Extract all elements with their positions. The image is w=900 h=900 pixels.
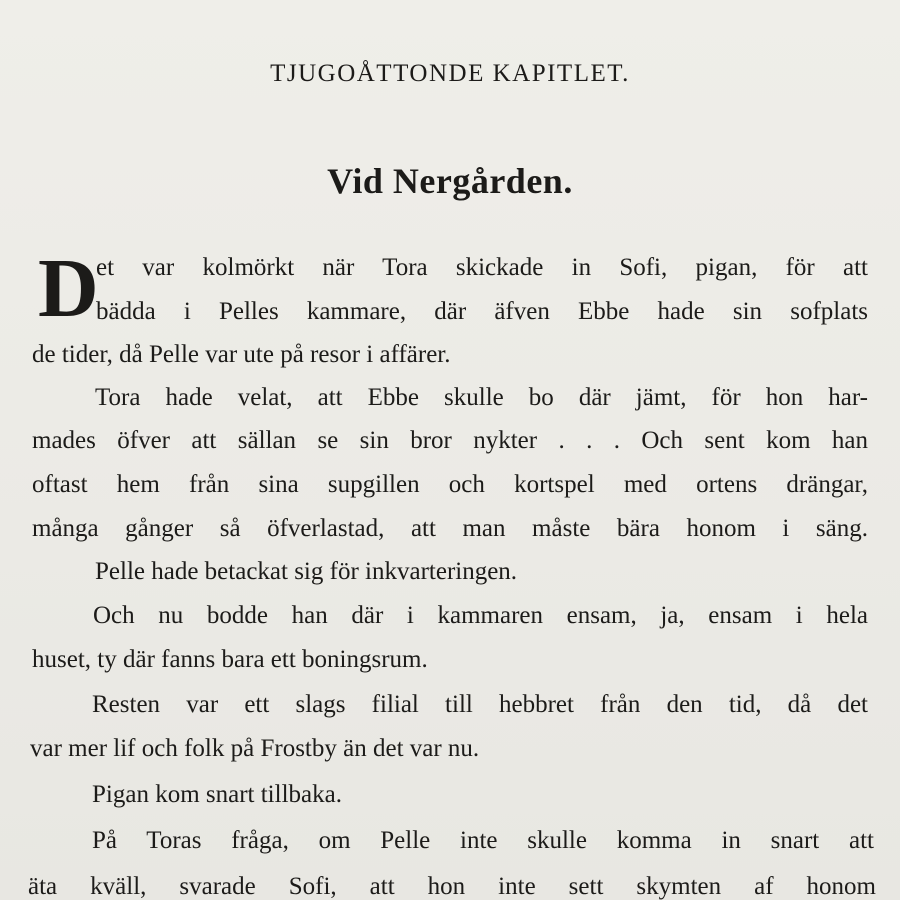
text-line: På Toras fråga, om Pelle inte skulle komma in snart att bbox=[92, 827, 874, 854]
drop-cap: D bbox=[38, 242, 99, 335]
text-line: mades öfver att sällan se sin bror nykter . . . Och sent kom han bbox=[32, 427, 868, 454]
chapter-heading: TJUGOÅTTONDE KAPITLET. bbox=[270, 60, 630, 87]
text-line: bädda i Pelles kammare, där äfven Ebbe hade sin sofplats bbox=[96, 298, 868, 325]
text-line: Resten var ett slags filial till hebbret från den tid, då det bbox=[92, 691, 868, 718]
text-line: äta kväll, svarade Sofi, att hon inte sett skymten af honom bbox=[28, 873, 876, 900]
text-line: Pelle hade betackat sig för inkvarteringen. bbox=[95, 558, 518, 585]
text-line: var mer lif och folk på Frostby än det var nu. bbox=[30, 735, 480, 762]
text-line: Tora hade velat, att Ebbe skulle bo där jämt, för hon har- bbox=[95, 384, 868, 411]
text-line: oftast hem från sina supgillen och kortspel med ortens drängar, bbox=[32, 471, 868, 498]
text-line: et var kolmörkt när Tora skickade in Sofi, pigan, för att bbox=[96, 254, 868, 281]
text-line: Och nu bodde han där i kammaren ensam, ja, ensam i hela bbox=[93, 602, 868, 629]
text-line: de tider, då Pelle var ute på resor i affärer. bbox=[32, 341, 451, 368]
section-title: Vid Nergården. bbox=[327, 161, 573, 201]
text-line: många gånger så öfverlastad, att man måste bära honom i säng. bbox=[32, 515, 868, 542]
text-line: huset, ty där fanns bara ett boningsrum. bbox=[32, 646, 428, 673]
text-line: Pigan kom snart tillbaka. bbox=[92, 781, 342, 808]
